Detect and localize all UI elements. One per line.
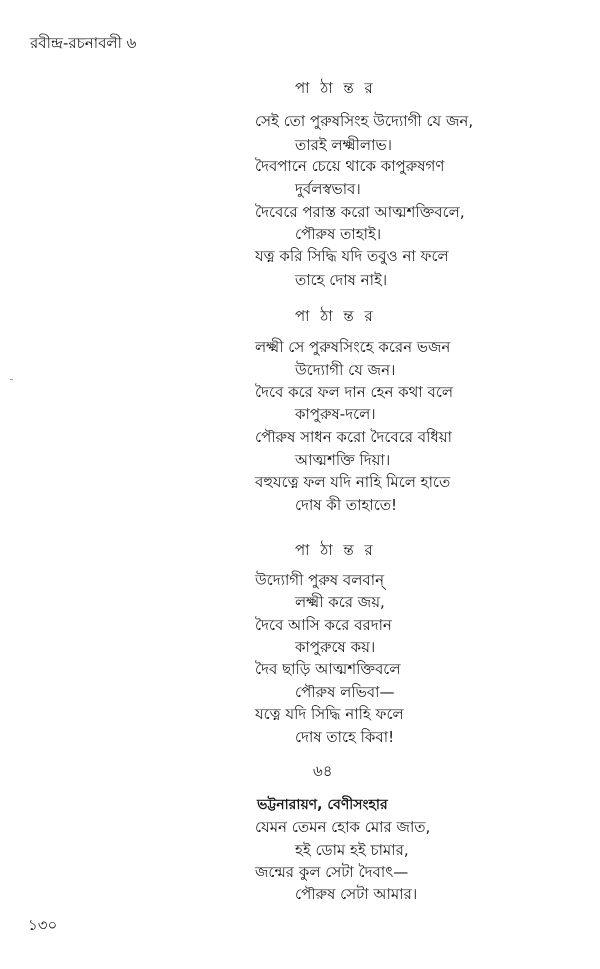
poem-line: দোষ তাহে কিবা! <box>295 728 395 746</box>
section-heading-2: পা ঠা ন্ত র <box>295 307 376 325</box>
poem-line: দৈবেরে পরাস্ত করো আত্মশক্তিবলে, <box>255 203 465 221</box>
poem-line: পৌরুষ লভিবা— <box>295 683 395 701</box>
poem-line: তারই লক্ষ্মীলাভ। <box>295 136 392 154</box>
poem-line: দৈবপানে চেয়ে থাকে কাপুরুষগণ <box>255 157 445 175</box>
page-number: ১৩০ <box>28 916 58 934</box>
poem-line: লক্ষ্মী করে জয়, <box>295 593 385 611</box>
poem-number: ৬৪ <box>313 762 333 780</box>
margin-mark <box>10 379 13 380</box>
poem-line: দুর্বলস্বভাব। <box>295 180 361 198</box>
poem-line: যত্নে যদি সিদ্ধি নাহি ফলে <box>255 705 404 723</box>
poem-attribution: ভট্টনারায়ণ, বেণীসংহার <box>257 797 388 813</box>
poem-line: বহুযত্নে ফল যদি নাহি মিলে হাতে <box>255 473 451 491</box>
poem-line: তাহে দোষ নাই। <box>295 271 388 289</box>
poem-line: পৌরুষ সাধন করো দৈবেরে বধিয়া <box>255 428 452 446</box>
poem-line: পৌরুষ তাহাই। <box>295 225 382 243</box>
poem-line: জন্মের কুল সেটা দৈবাৎ— <box>255 863 409 881</box>
poem-line: উদ্যোগী পুরুষ বলবান্‌ <box>255 571 385 589</box>
poem-line: আত্মশক্তি দিয়া। <box>295 451 391 469</box>
poem-line: কাপুরুষ-দলে। <box>295 405 376 423</box>
poem-line: পৌরুষ সেটা আমার। <box>295 885 418 903</box>
poem-line: লক্ষ্মী সে পুরুষসিংহে করেন ভজন <box>255 338 451 356</box>
poem-line: সেই তো পুরুষসিংহ উদ্যোগী যে জন, <box>255 112 474 130</box>
poem-line: দৈবে করে ফল দান হেন কথা বলে <box>255 383 454 401</box>
poem-line: যত্ন করি সিদ্ধি যদি তবুও না ফলে <box>255 247 449 265</box>
running-head: রবীন্দ্র-রচনাবলী ৬ <box>30 34 137 52</box>
poem-line: দোষ কী তাহাতে! <box>295 496 398 514</box>
section-heading-1: পা ঠা ন্ত র <box>295 79 376 97</box>
poem-line: যেমন তেমন হোক মোর জাত, <box>255 818 431 836</box>
poem-line: হই ডোম হই চামার, <box>295 841 409 859</box>
poem-line: উদ্যোগী যে জন। <box>295 361 396 379</box>
poem-line: কাপুরুষে কয়। <box>295 638 376 656</box>
poem-line: দৈবে আসি করে বরদান <box>255 616 392 634</box>
section-heading-3: পা ঠা ন্ত র <box>295 541 376 559</box>
poem-line: দৈব ছাড়ি আত্মশক্তিবলে <box>255 660 401 678</box>
